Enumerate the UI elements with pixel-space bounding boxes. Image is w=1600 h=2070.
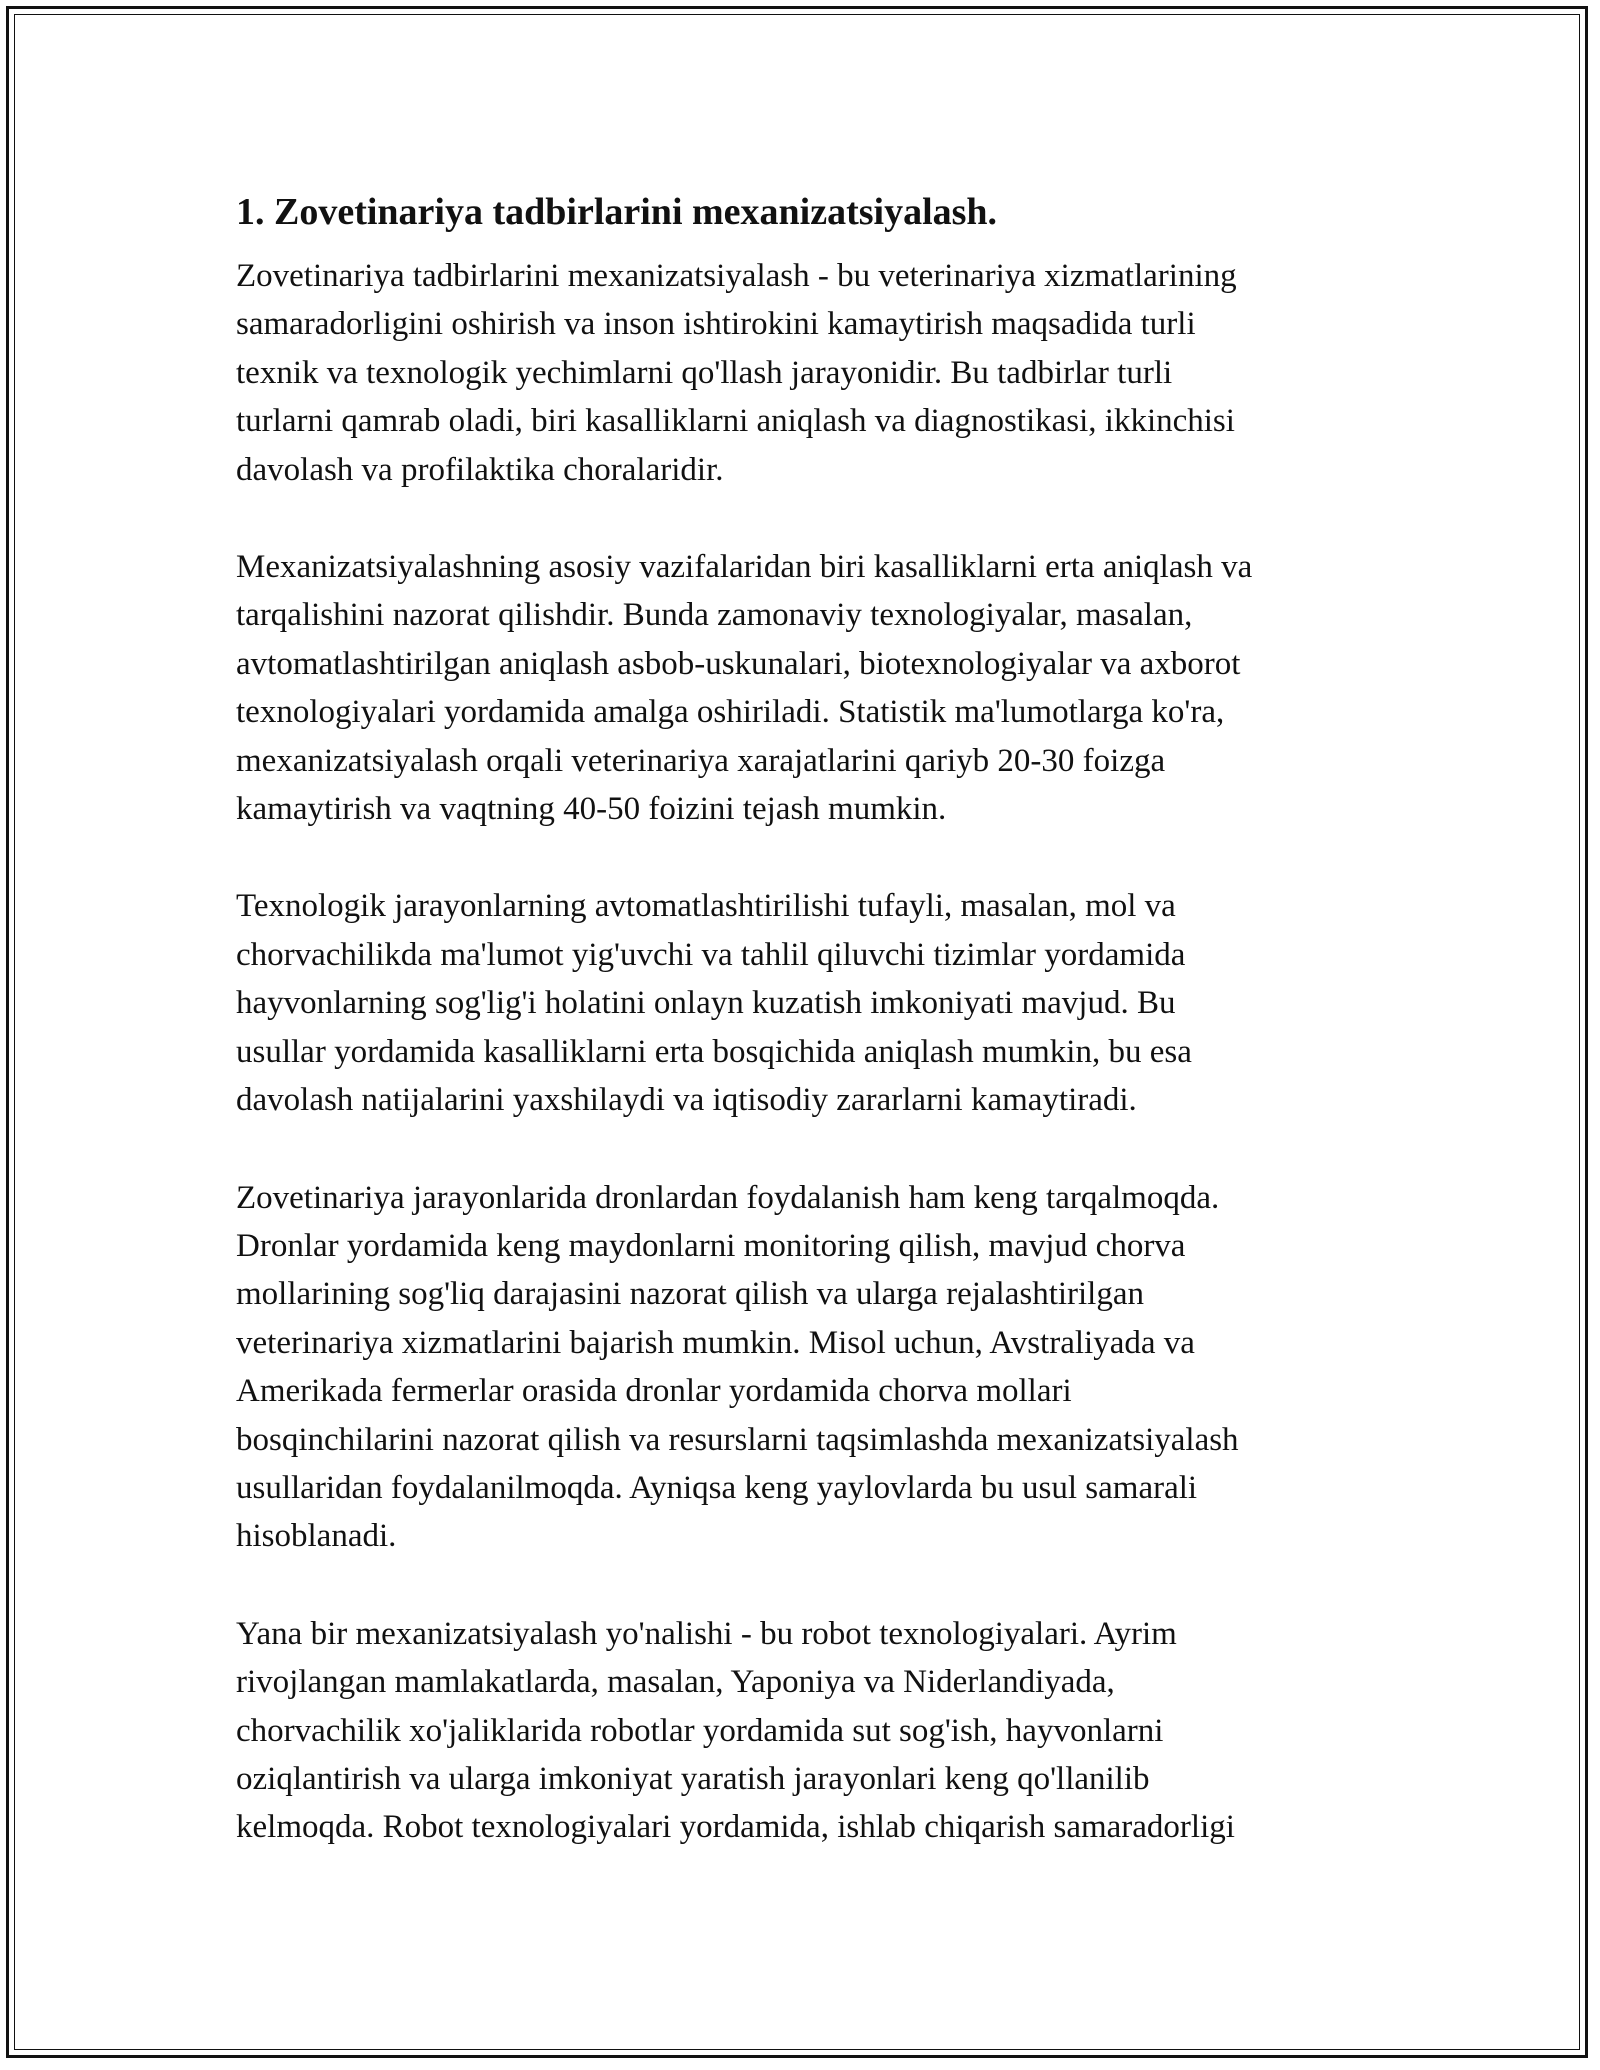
body-paragraph <box>236 543 1386 833</box>
paragraph-line: mollarining sog'liq darajasini nazorat qilish va ularga rejalashtirilgan <box>236 1276 1144 1313</box>
document-body <box>236 186 1386 1901</box>
section-heading: 1. Zovetinariya tadbirlarini mexanizatsiyalash. <box>236 191 998 233</box>
paragraph-line: Mexanizatsiyalashning asosiy vazifalaridan biri kasalliklarni erta aniqlash va <box>236 549 1253 586</box>
paragraph-line: usullaridan foydalanilmoqda. Ayniqsa keng yaylovlarda bu usul samarali <box>236 1469 1198 1506</box>
paragraph-list <box>236 252 1386 1852</box>
paragraph-line: turlarni qamrab oladi, biri kasalliklarni aniqlash va diagnostikasi, ikkinchisi <box>236 403 1235 440</box>
paragraph-line: kelmoqda. Robot texnologiyalari yordamida, ishlab chiqarish samaradorligi <box>236 1809 1235 1846</box>
paragraph-line: usullar yordamida kasalliklarni erta bosqichida aniqlash mumkin, bu esa <box>236 1033 1192 1070</box>
body-paragraph <box>236 1610 1386 1852</box>
paragraph-line: rivojlangan mamlakatlarda, masalan, Yaponiya va Niderlandiyada, <box>236 1664 1115 1701</box>
body-paragraph <box>236 1174 1386 1561</box>
body-paragraph <box>236 882 1386 1124</box>
body-paragraph <box>236 252 1386 494</box>
paragraph-line: veterinariya xizmatlarini bajarish mumkin. Misol uchun, Avstraliyada va <box>236 1324 1195 1361</box>
paragraph-line: davolash natijalarini yaxshilaydi va iqtisodiy zararlarni kamaytiradi. <box>236 1082 1137 1119</box>
paragraph-line: mexanizatsiyalash orqali veterinariya xarajatlarini qariyb 20-30 foizga <box>236 742 1166 779</box>
paragraph-line: samaradorligini oshirish va inson ishtirokini kamaytirish maqsadida turli <box>236 306 1196 343</box>
paragraph-line: Amerikada fermerlar orasida dronlar yordamida chorva mollari <box>236 1373 1072 1410</box>
paragraph-line: texnik va texnologik yechimlarni qo'llash jarayonidir. Bu tadbirlar turli <box>236 354 1173 391</box>
paragraph-line: hisoblanadi. <box>236 1518 397 1555</box>
paragraph-line: davolash va profilaktika choralaridir. <box>236 451 724 488</box>
paragraph-line: oziqlantirish va ularga imkoniyat yaratish jarayonlari keng qo'llanilib <box>236 1760 1150 1797</box>
paragraph-line: Yana bir mexanizatsiyalash yo'nalishi - bu robot texnologiyalari. Ayrim <box>236 1615 1177 1652</box>
paragraph-line: texnologiyalari yordamida amalga oshiriladi. Statistik ma'lumotlarga ko'ra, <box>236 694 1225 731</box>
paragraph-line: tarqalishini nazorat qilishdir. Bunda zamonaviy texnologiyalar, masalan, <box>236 597 1193 634</box>
paragraph-line: chorvachilik xo'jaliklarida robotlar yordamida sut sog'ish, hayvonlarni <box>236 1712 1164 1749</box>
paragraph-line: bosqinchilarini nazorat qilish va resurslarni taqsimlashda mexanizatsiyalash <box>236 1421 1239 1458</box>
paragraph-line: Zovetinariya tadbirlarini mexanizatsiyalash - bu veterinariya xizmatlarining <box>236 258 1237 294</box>
paragraph-line: Zovetinariya jarayonlarida dronlardan foydalanish ham keng tarqalmoqda. <box>236 1179 1220 1216</box>
paragraph-line: chorvachilikda ma'lumot yig'uvchi va tahlil qiluvchi tizimlar yordamida <box>236 936 1186 973</box>
paragraph-line: kamaytirish va vaqtning 40-50 foizini tejash mumkin. <box>236 791 947 828</box>
paragraph-line: Dronlar yordamida keng maydonlarni monitoring qilish, mavjud chorva <box>236 1227 1186 1264</box>
paragraph-line: Texnologik jarayonlarning avtomatlashtirilishi tufayli, masalan, mol va <box>236 888 1176 925</box>
paragraph-line: avtomatlashtirilgan aniqlash asbob-uskunalari, biotexnologiyalar va axborot <box>236 645 1241 682</box>
paragraph-line: hayvonlarning sog'lig'i holatini onlayn kuzatish imkoniyati mavjud. Bu <box>236 985 1176 1022</box>
